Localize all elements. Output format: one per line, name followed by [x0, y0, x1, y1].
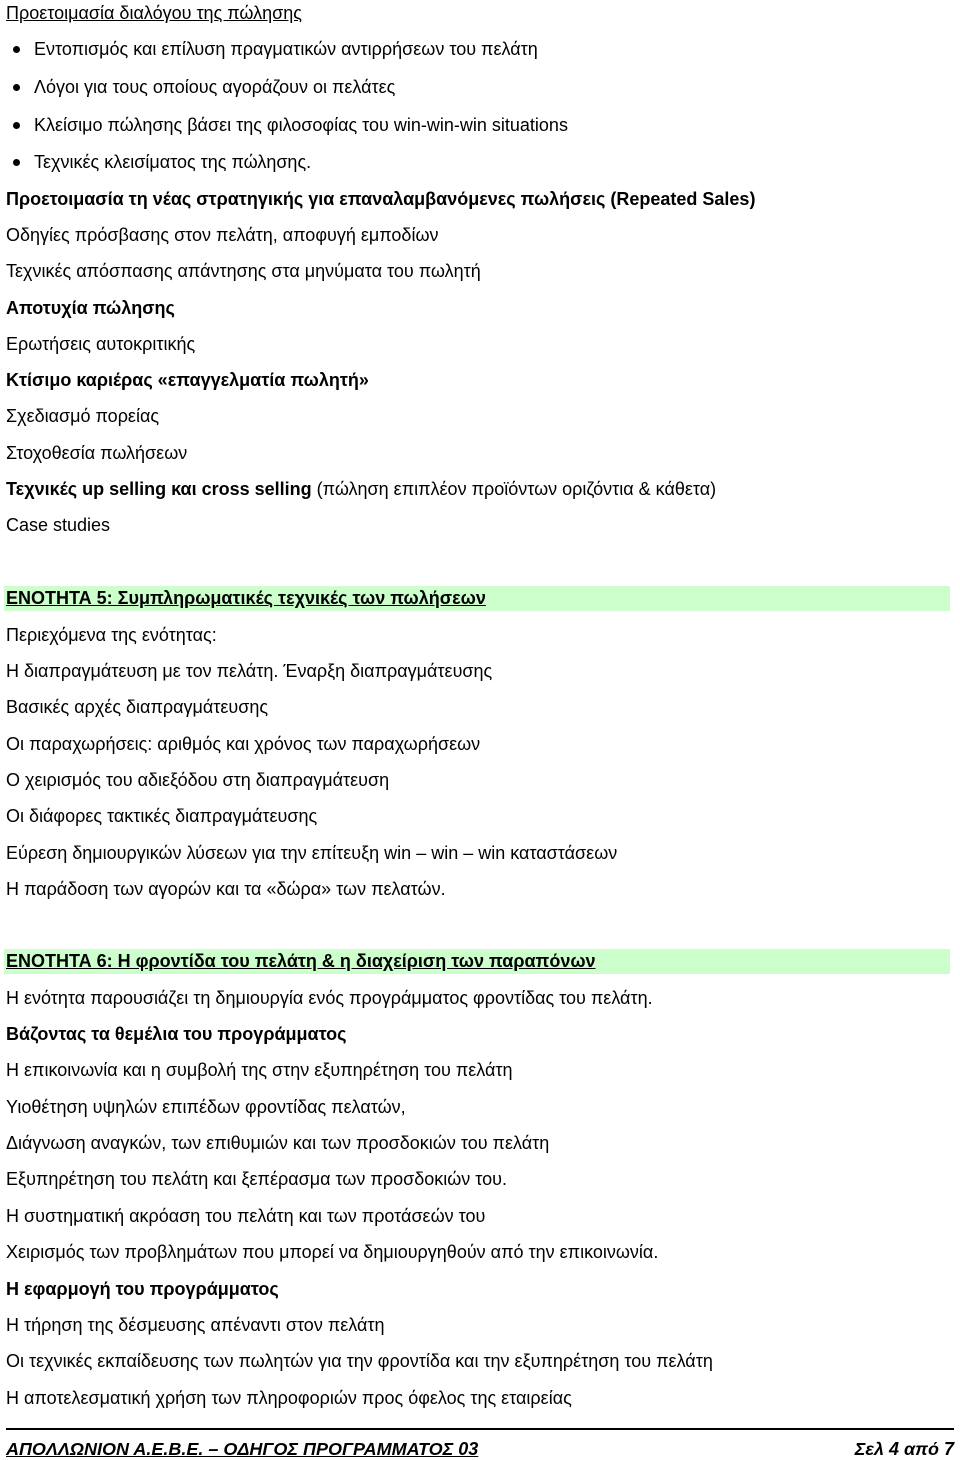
bullet-item: Λόγοι για τους οποίους αγοράζουν οι πελάτες: [6, 74, 950, 100]
footer-title: ΑΠΟΛΛΩΝΙΟΝ Α.Ε.Β.Ε. – ΟΔΗΓΟΣ ΠΡΟΓΡΑΜΜΑΤΟΣ 03: [6, 1439, 479, 1459]
page-number: Σελ 4 από 7: [854, 1439, 954, 1459]
text-line: Εύρεση δημιουργικών λύσεων για την επίτευξη win – win – win καταστάσεων: [6, 843, 618, 863]
bullet-item: Κλείσιμο πώλησης βάσει της φιλοσοφίας του win-win-win situations: [6, 112, 950, 138]
bullet-icon: [13, 84, 20, 91]
text-line: Οι διάφορες τακτικές διαπραγμάτευσης: [6, 806, 318, 826]
text-line: Η επικοινωνία και η συμβολή της στην εξυπηρέτηση του πελάτη: [6, 1060, 513, 1080]
career-heading: Κτίσιμο καριέρας «επαγγελματία πωλητή»: [6, 370, 369, 390]
text-line: Η συστηματική ακρόαση του πελάτη και των προτάσεών του: [6, 1206, 486, 1226]
text-line: Τεχνικές απόσπασης απάντησης στα μηνύματα του πωλητή: [6, 261, 481, 281]
repeated-sales-heading: Προετοιμασία τη νέας στρατηγικής για επαναλαμβανόμενες πωλήσεις (Repeated Sales): [6, 189, 756, 209]
bullet-item: Τεχνικές κλεισίματος της πώλησης.: [6, 149, 950, 175]
text-line: Οδηγίες πρόσβασης στον πελάτη, αποφυγή εμποδίων: [6, 225, 439, 245]
text-line: Στοχοθεσία πωλήσεων: [6, 443, 188, 463]
application-heading: Η εφαρμογή του προγράμματος: [6, 1279, 279, 1299]
text-line: Η παράδοση των αγορών και τα «δώρα» των πελατών.: [6, 879, 446, 899]
text-line: Case studies: [6, 515, 111, 535]
text-line: Η διαπραγμάτευση με τον πελάτη. Έναρξη διαπραγμάτευσης: [6, 661, 493, 681]
text-line: Ερωτήσεις αυτοκριτικής: [6, 334, 196, 354]
text-line: Υιοθέτηση υψηλών επιπέδων φροντίδας πελατών,: [6, 1097, 406, 1117]
text-line: Η αποτελεσματική χρήση των πληροφοριών προς όφελος της εταιρείας: [6, 1388, 572, 1408]
bullet-icon: [13, 159, 20, 166]
foundations-heading: Βάζοντας τα θεμέλια του προγράμματος: [6, 1024, 347, 1044]
section-6-title: ΕΝΟΤΗΤΑ 6: Η φροντίδα του πελάτη & η διαχείριση των παραπόνων: [6, 951, 596, 971]
bullet-item: Εντοπισμός και επίλυση πραγματικών αντιρρήσεων του πελάτη: [6, 36, 950, 62]
upsell-rest-text: (πώληση επιπλέον προϊόντων οριζόντια & κάθετα): [311, 479, 717, 499]
footer-divider: [6, 1428, 954, 1430]
text-line: Περιεχόμενα της ενότητας:: [6, 625, 217, 645]
upsell-line: [6, 476, 950, 502]
text-line: Ο χειρισμός του αδιεξόδου στη διαπραγμάτευση: [6, 770, 390, 790]
text-line: Εξυπηρέτηση του πελάτη και ξεπέρασμα των προσδοκιών του.: [6, 1169, 507, 1189]
bullet-icon: [13, 46, 20, 53]
failure-heading: Αποτυχία πώλησης: [6, 298, 175, 318]
text-line: Η τήρηση της δέσμευσης απέναντι στον πελάτη: [6, 1315, 385, 1335]
text-line: Βασικές αρχές διαπραγμάτευσης: [6, 697, 269, 717]
intro-heading: Προετοιμασία διαλόγου της πώλησης: [6, 3, 302, 23]
upsell-bold-text: Τεχνικές up selling και cross selling: [6, 479, 312, 499]
text-line: Σχεδιασμό πορείας: [6, 406, 160, 426]
text-line: Οι τεχνικές εκπαίδευσης των πωλητών για την φροντίδα και την εξυπηρέτηση του πελάτη: [6, 1351, 713, 1371]
text-line: Χειρισμός των προβλημάτων που μπορεί να δημιουργηθούν από την επικοινωνία.: [6, 1242, 659, 1262]
text-line: Διάγνωση αναγκών, των επιθυμιών και των προσδοκιών του πελάτη: [6, 1133, 550, 1153]
section-5-title: ΕΝΟΤΗΤΑ 5: Συμπληρωματικές τεχνικές των πωλήσεων: [6, 588, 486, 608]
text-line: Οι παραχωρήσεις: αριθμός και χρόνος των παραχωρήσεων: [6, 734, 481, 754]
bullet-icon: [13, 122, 20, 129]
text-line: Η ενότητα παρουσιάζει τη δημιουργία ενός προγράμματος φροντίδας του πελάτη.: [6, 988, 653, 1008]
